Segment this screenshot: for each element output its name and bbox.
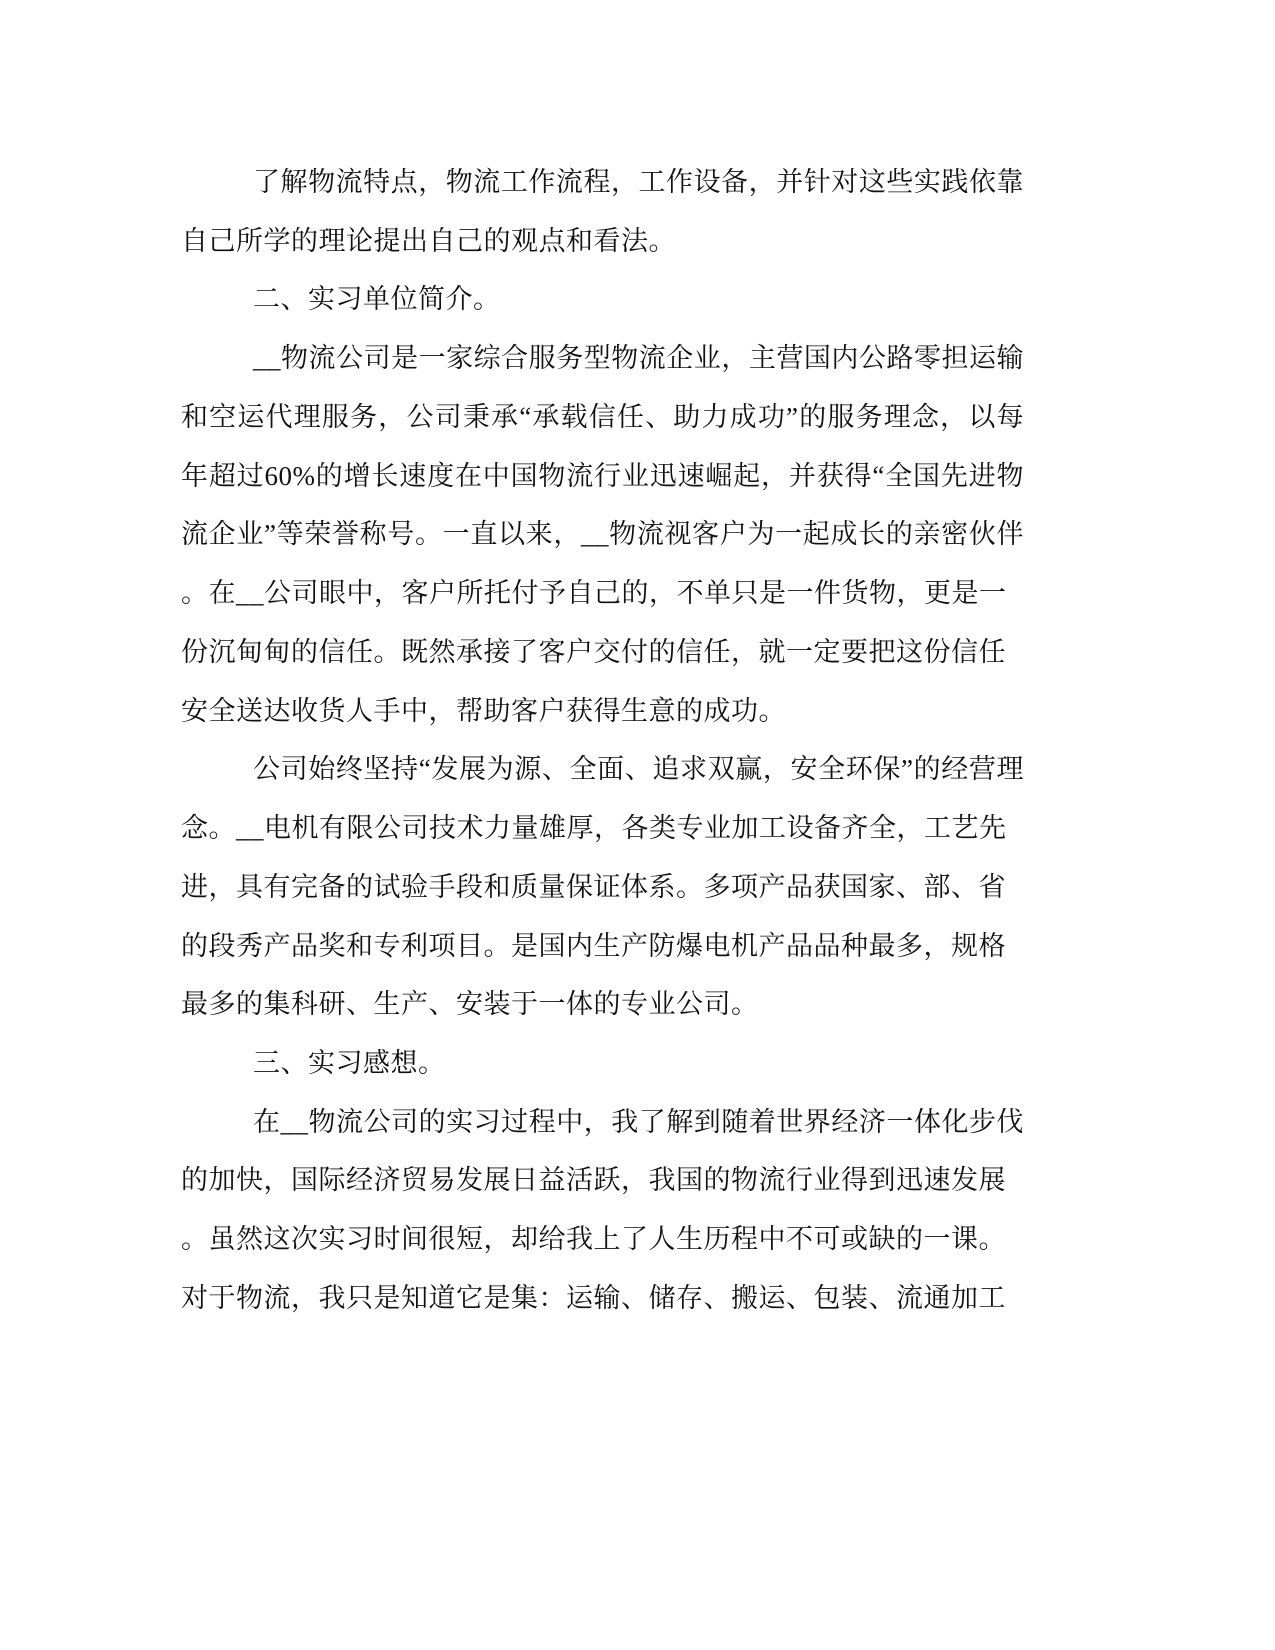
text-line: 了解物流特点，物流工作流程，工作设备，并针对这些实践依靠 [253, 167, 1024, 197]
section-heading: 二、实习单位简介。 [253, 284, 501, 315]
text-line: 。在__公司眼中，客户所托付予自己的，不单只是一件货物，更是一 [181, 578, 1007, 609]
text-line: 的段秀产品奖和专利项目。是国内生产防爆电机产品品种最多，规格 [181, 930, 1006, 961]
section-heading: 三、实习感想。 [253, 1048, 446, 1079]
paragraph [181, 1093, 1024, 1328]
text-line: 。虽然这次实习时间很短，却给我上了人生历程中不可或缺的一课。 [181, 1224, 1006, 1255]
paragraph [181, 740, 1024, 1034]
text-line: 流企业”等荣誉称号。一直以来，__物流视客户为一起成长的亲密伙伴 [181, 519, 1024, 550]
text-line: 对于物流，我只是知道它是集：运输、储存、搬运、包装、流通加工 [181, 1282, 1006, 1313]
text-line: 的加快，国际经济贸易发展日益活跃，我国的物流行业得到迅速发展 [181, 1165, 1006, 1196]
text-line: 安全送达收货人手中，帮助客户获得生意的成功。 [181, 695, 786, 726]
text-line: 进，具有完备的试验手段和质量保证体系。多项产品获国家、部、省 [181, 871, 1006, 902]
text-line: 在__物流公司的实习过程中，我了解到随着世界经济一体化步伐 [253, 1106, 1024, 1137]
text-line: 年超过60%的增长速度在中国物流行业迅速崛起，并获得“全国先进物 [181, 460, 1024, 491]
text-line: __物流公司是一家综合服务型物流企业，主营国内公路零担运输 [253, 343, 1024, 374]
document-body [181, 153, 1024, 1328]
text-line: 公司始终坚持“发展为源、全面、追求双赢，安全环保”的经营理 [253, 754, 1024, 785]
text-line: 念。__电机有限公司技术力量雄厚，各类专业加工设备齐全，工艺先 [181, 813, 1007, 844]
text-line: 和空运代理服务，公司秉承“承载信任、助力成功”的服务理念，以每 [181, 401, 1024, 432]
paragraph [181, 153, 1024, 270]
section-heading-paragraph [181, 270, 1024, 329]
text-line: 最多的集科研、生产、安装于一体的专业公司。 [181, 989, 759, 1020]
text-line: 自己所学的理论提出自己的观点和看法。 [181, 225, 676, 256]
section-heading-paragraph [181, 1034, 1024, 1093]
text-line: 份沉甸甸的信任。既然承接了客户交付的信任，就一定要把这份信任 [181, 636, 1006, 667]
paragraph [181, 329, 1024, 740]
